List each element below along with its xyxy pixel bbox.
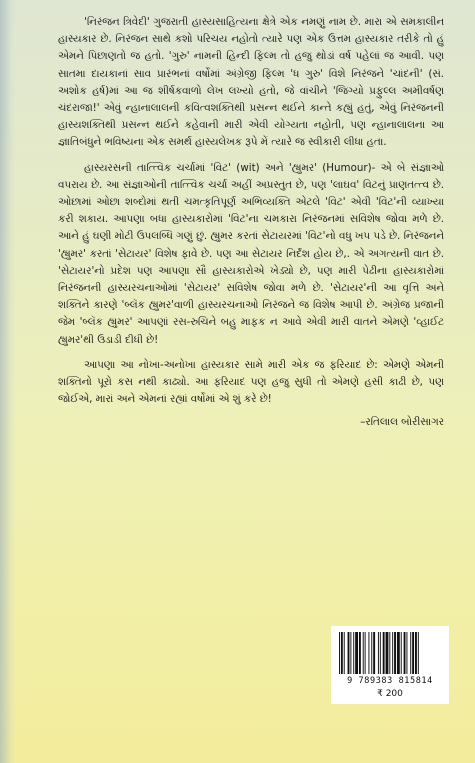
back-cover-blurb bbox=[58, 14, 444, 432]
price-label: ₹ 200 bbox=[377, 689, 403, 699]
isbn-barcode-box bbox=[331, 626, 449, 704]
barcode-icon bbox=[337, 632, 443, 674]
spine-edge-shadow bbox=[0, 0, 16, 763]
blurb-paragraph-3: આપણા આ નોખા-અનોખા હાસ્યકાર સામે મારી એક જ ફરિયાદ છે: એમણે એમની શક્તિનો પૂરો કસ નથી કાઢ્યો. આ ફરિયાદ પણ હજુ સુધી તો એમણે હસી કાઢી છે, પણ જોઈએ, મારાં અને એમનાં રહ્યાં વર્ષોમાં એ શું કરે છે! bbox=[58, 358, 444, 406]
author-signature: –રતિલાલ બોરીસાગર bbox=[360, 416, 444, 429]
isbn-digits: 9 789383 815814 bbox=[347, 676, 433, 686]
blurb-paragraph-1: 'નિરંજન ત્રિવેદી' ગુજરાતી હાસ્યસાહિત્યના ક્ષેત્રે એક નમણું નામ છે. મારા એ સમકાલીન હાસ્યકાર છે. નિરંજન સાથે કશો પરિચય નહોતો ત્યારે પણ એક ઉત્તમ હાસ્યકાર તરીકે તો હું એમને પિછાણતો જ હતો. 'ગુરુ' નામની હિન્દી ફિલ્મ તો હજુ થોડાં વર્ષ પહેલાં જ આવી. પણ સાતમા દાયકાનાં સાવ પ્રારંભનાં વર્ષોમાં અંગ્રેજી ફિલ્મ 'ધ ગુરુ' વિશે નિરંજને 'ચાંદની' (સં. અશોક હર્ષ)માં આ જ શીર્ષકવાળો લેખ લખ્યો હતો, જે વાંચીને 'જિગ્યો પ્રફુલ્લ અમીવર્ષણ ચંદરાજા!' એવું ન્હાનાલાલની કવિત્વશક્તિથી પ્રસન્ન થઈને કાન્તે કહ્યું હતું, એવું નિરંજનની હાસ્યશક્તિથી પ્રસન્ન થઈને કહેવાની મારી એવી યોગ્યતા નહોતી, પણ ન્હાનાલાલના આ જ્ઞાતિબંધુને ભવિષ્યના એક સમર્થ હાસ્યલેખક રૂપે મેં ત્યારે જ સ્વીકારી લીધા હતા. bbox=[58, 16, 444, 149]
blurb-paragraph-2: હાસ્યરસની તાત્ત્વિક ચર્ચામાં 'વિટ' (wit) અને 'હ્યુમર' (Humour)- એ બે સંજ્ઞાઓ વપરાય છે. આ સંજ્ઞાઓની તાત્ત્વિક ચર્ચા અહીં અપ્રસ્તુત છે, પણ 'લાઘવ' વિટનું પ્રાણતત્ત્વ છે. ઓછામાં ઓછા શબ્દોમાં થતી ચમત્કૃતિપૂર્ણ અભિવ્યક્તિ એટલે 'વિટ' એવી 'વિટ'ની વ્યાખ્યા કરી શકાય. આપણા બધા હાસ્યકારોમાં 'વિટ'ના ચમકારા નિરંજનમાં સવિશેષ જોવા મળે છે. આને હું ઘણી મોટી ઉપલબ્ધિ ગણું છું. હ્યુમર કરતાં સેટાયરમાં 'વિટ'નો વધુ ખપ પડે છે. નિરંજનને 'હ્યુમર' કરતાં 'સેટાયર' વિશેષ ફાવે છે. પણ આ સેટાયર નિર્દંશ હોય છે,. એ અગત્યની વાત છે. 'સેટાયર'નો પ્રદેશ પણ આપણા સૌ હાસ્યકારોએ ખેડ્યો છે, પણ મારી પેઢીના હાસ્યકારોમાં નિરંજનની હાસ્યરચનાઓમાં 'સેટાયર' સવિશેષ જોવા મળે છે. 'સેટાયર'ની આ વૃત્તિ અને શક્તિને કારણે 'બ્લૅક હ્યુમર'વાળી હાસ્યરચનાઓ નિરંજને જ વિશેષ આપી છે. અંગ્રેજ પ્રજાની જેમ 'બ્લૅક હ્યુમર' આપણાં રસ-રુચિને બહુ માફક ન આવે એવી મારી વાતને એમણે 'વ્હાઈટ હ્યુમર'થી ઉડાડી દીધી છે! bbox=[58, 161, 444, 346]
